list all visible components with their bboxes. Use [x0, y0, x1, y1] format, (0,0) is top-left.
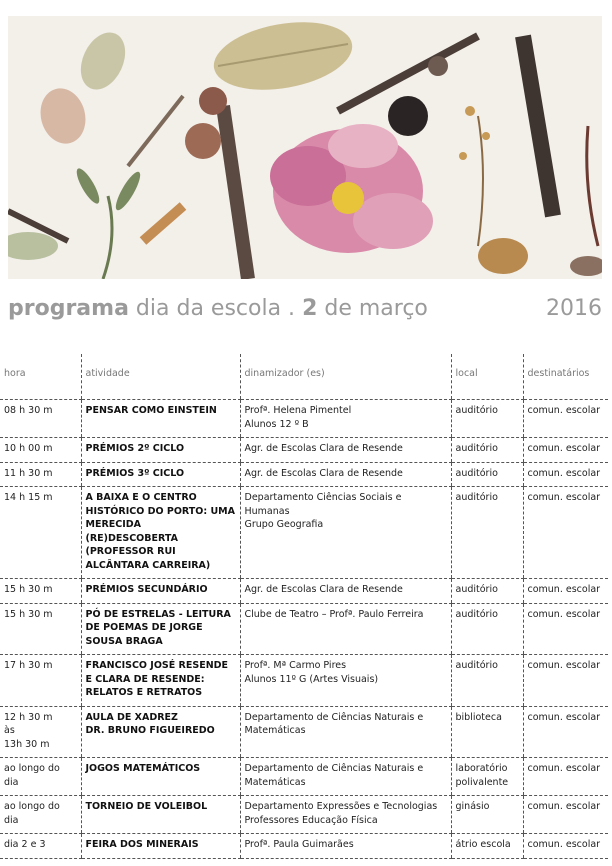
- table-row: [0, 579, 608, 604]
- cell-atividade: FRANCISCO JOSÉ RESENDE E CLARA DE RESENDE: RELATOS E RETRATOS: [81, 655, 240, 707]
- cell-destinatarios: comun. escolar: [523, 438, 608, 463]
- cell-atividade: PRÉMIOS 3º CICLO: [81, 462, 240, 487]
- table-row: [0, 758, 608, 796]
- cell-destinatarios: comun. escolar: [523, 706, 608, 758]
- cell-hora: ao longo do dia: [0, 758, 81, 796]
- cell-local: auditório: [451, 579, 523, 604]
- cell-atividade: PÓ DE ESTRELAS - LEITURA DE POEMAS DE JORGE SOUSA BRAGA: [81, 603, 240, 655]
- cell-local: átrio escola: [451, 834, 523, 859]
- schedule-table: [0, 354, 608, 859]
- cell-dinamizador: Departamento de Ciências Naturais e Matemáticas: [240, 758, 451, 796]
- cell-atividade: PENSAR COMO EINSTEIN: [81, 400, 240, 438]
- cell-dinamizador: Profª. Helena Pimentel Alunos 12 º B: [240, 400, 451, 438]
- title-month: de março: [317, 296, 428, 321]
- cell-destinatarios: comun. escolar: [523, 603, 608, 655]
- cell-hora: 17 h 30 m: [0, 655, 81, 707]
- header-local: local: [451, 354, 523, 400]
- title-year: 2016: [546, 296, 602, 321]
- cell-dinamizador: Clube de Teatro – Profª. Paulo Ferreira: [240, 603, 451, 655]
- title-programa: programa: [8, 296, 129, 321]
- table-row: [0, 796, 608, 834]
- cell-local: laboratório polivalente: [451, 758, 523, 796]
- cell-atividade: FEIRA DOS MINERAIS: [81, 834, 240, 859]
- header-hora: hora: [0, 354, 81, 400]
- table-header-row: [0, 354, 608, 400]
- table-row: [0, 655, 608, 707]
- title-middle: dia da escola .: [128, 296, 303, 321]
- botanical-illustration: [8, 16, 602, 279]
- cell-hora: ao longo do dia: [0, 796, 81, 834]
- table-row: [0, 462, 608, 487]
- cell-destinatarios: comun. escolar: [523, 655, 608, 707]
- cell-atividade: PRÉMIOS 2º CICLO: [81, 438, 240, 463]
- botanical-banner-image: [8, 16, 602, 279]
- table-row: [0, 438, 608, 463]
- cell-local: auditório: [451, 462, 523, 487]
- cell-hora: dia 2 e 3: [0, 834, 81, 859]
- cell-destinatarios: comun. escolar: [523, 834, 608, 859]
- cell-dinamizador: Agr. de Escolas Clara de Resende: [240, 462, 451, 487]
- cell-hora: 08 h 30 m: [0, 400, 81, 438]
- cell-local: auditório: [451, 603, 523, 655]
- cell-dinamizador: Departamento Expressões e Tecnologias Professores Educação Física: [240, 796, 451, 834]
- cell-atividade: AULA DE XADREZ DR. BRUNO FIGUEIREDO: [81, 706, 240, 758]
- cell-hora: 15 h 30 m: [0, 579, 81, 604]
- cell-atividade: A BAIXA E O CENTRO HISTÓRICO DO PORTO: UMA MERECIDA (RE)DESCOBERTA (PROFESSOR RUI ALCÂNTARA CARREIRA): [81, 487, 240, 579]
- cell-destinatarios: comun. escolar: [523, 579, 608, 604]
- header-destinatarios: destinatários: [523, 354, 608, 400]
- table-row: [0, 603, 608, 655]
- title-day: 2: [302, 296, 318, 321]
- cell-dinamizador: Agr. de Escolas Clara de Resende: [240, 579, 451, 604]
- header-dinamizador: dinamizador (es): [240, 354, 451, 400]
- page-heading: [8, 296, 602, 330]
- cell-dinamizador: Departamento Ciências Sociais e Humanas Grupo Geografia: [240, 487, 451, 579]
- page-title: [8, 296, 428, 321]
- cell-hora: 14 h 15 m: [0, 487, 81, 579]
- cell-dinamizador: Profª. Mª Carmo Pires Alunos 11º G (Artes Visuais): [240, 655, 451, 707]
- cell-destinatarios: comun. escolar: [523, 487, 608, 579]
- cell-dinamizador: Departamento de Ciências Naturais e Matemáticas: [240, 706, 451, 758]
- cell-hora: 10 h 00 m: [0, 438, 81, 463]
- table-row: [0, 400, 608, 438]
- cell-local: auditório: [451, 400, 523, 438]
- cell-local: biblioteca: [451, 706, 523, 758]
- cell-atividade: PRÉMIOS SECUNDÁRIO: [81, 579, 240, 604]
- cell-local: ginásio: [451, 796, 523, 834]
- cell-local: auditório: [451, 487, 523, 579]
- cell-destinatarios: comun. escolar: [523, 462, 608, 487]
- cell-hora: 11 h 30 m: [0, 462, 81, 487]
- cell-local: auditório: [451, 438, 523, 463]
- header-atividade: atividade: [81, 354, 240, 400]
- cell-dinamizador: Agr. de Escolas Clara de Resende: [240, 438, 451, 463]
- cell-dinamizador: Profª. Paula Guimarães: [240, 834, 451, 859]
- cell-atividade: JOGOS MATEMÁTICOS: [81, 758, 240, 796]
- table-row: [0, 487, 608, 579]
- cell-local: auditório: [451, 655, 523, 707]
- cell-destinatarios: comun. escolar: [523, 400, 608, 438]
- cell-atividade: TORNEIO DE VOLEIBOL: [81, 796, 240, 834]
- cell-hora: 15 h 30 m: [0, 603, 81, 655]
- cell-hora: 12 h 30 m às 13h 30 m: [0, 706, 81, 758]
- table-row: [0, 834, 608, 859]
- table-row: [0, 706, 608, 758]
- cell-destinatarios: comun. escolar: [523, 796, 608, 834]
- cell-destinatarios: comun. escolar: [523, 758, 608, 796]
